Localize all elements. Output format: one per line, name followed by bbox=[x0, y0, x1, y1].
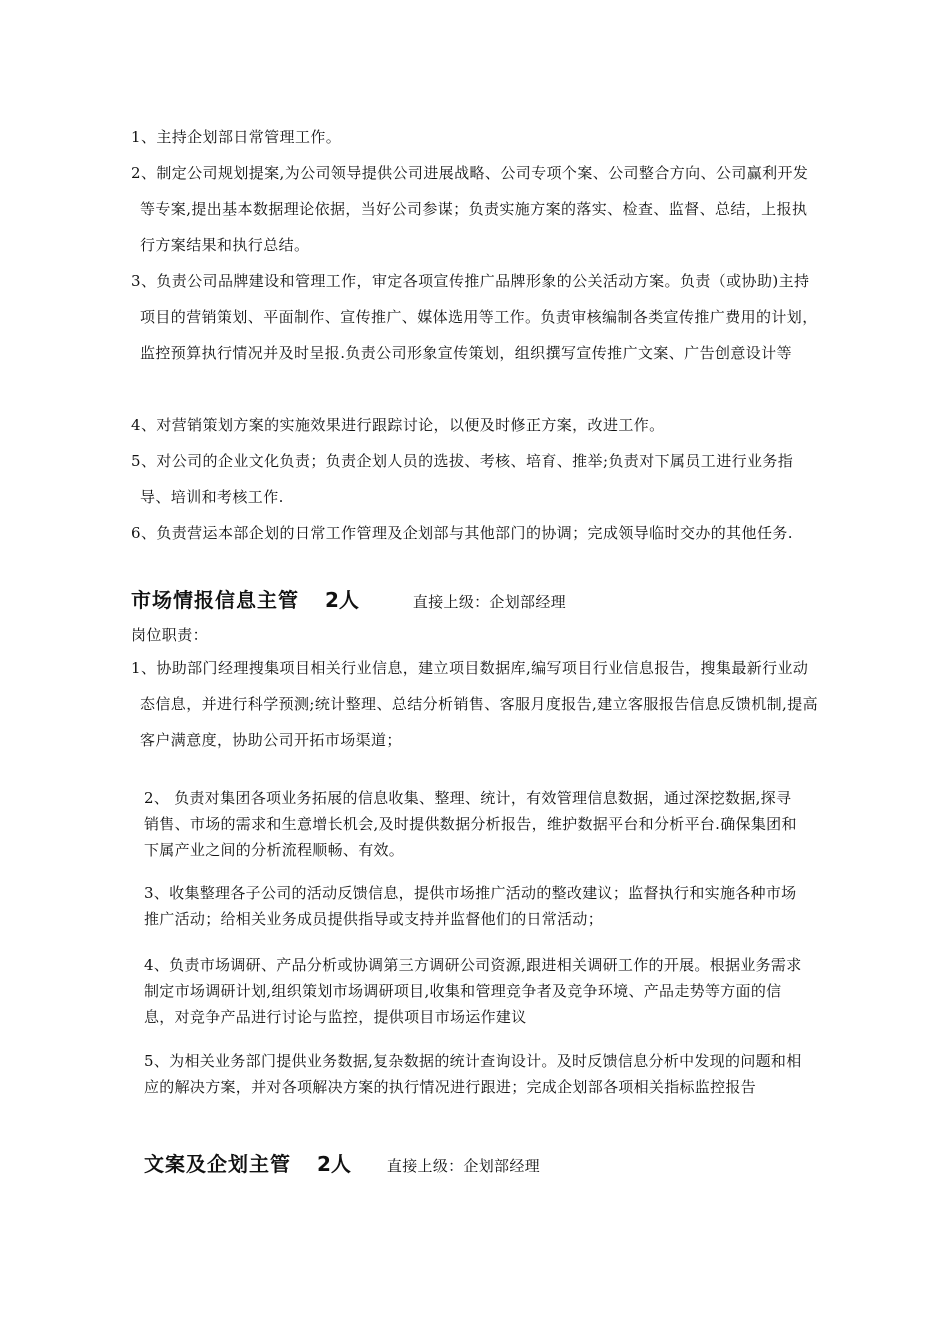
position-count: 2人 bbox=[325, 588, 359, 612]
position-duty-item-4: 4、负责市场调研、产品分析或协调第三方调研公司资源,跟进相关调研工作的开展。根据业务需求制定市场调研计划,组织策划市场调研项目,收集和管理竞争者及竞争环境、产品走势等方面的信息，对竞争产品进行讨论与监控，提供项目市场运作建议 bbox=[144, 956, 802, 1026]
duty-item-6: 6、负责营运本部企划的日常工作管理及企划部与其他部门的协调；完成领导临时交办的其他任务. bbox=[131, 524, 793, 542]
position-count: 2人 bbox=[317, 1152, 351, 1176]
supervisor-label: 直接上级：企划部经理 bbox=[412, 593, 566, 611]
position-heading bbox=[144, 1148, 540, 1177]
duty-item-4: 4、对营销策划方案的实施效果进行跟踪讨论，以便及时修正方案，改进工作。 bbox=[131, 416, 665, 434]
duty-item-5: 5、对公司的企业文化负责；负责企划人员的选拔、考核、培育、推举;负责对下属员工进行业务指导、培训和考核工作. bbox=[131, 452, 794, 506]
position-title: 文案及企划主管 bbox=[144, 1152, 291, 1176]
duties-label: 岗位职责： bbox=[131, 626, 209, 644]
supervisor-label: 直接上级：企划部经理 bbox=[386, 1157, 540, 1175]
duty-item-3: 3、负责公司品牌建设和管理工作，审定各项宣传推广品牌形象的公关活动方案。负责（或协助)主持项目的营销策划、平面制作、宣传推广、媒体选用等工作。负责审核编制各类宣传推广费用的计划，监控预算执行情况并及时呈报.负责公司形象宣传策划，组织撰写宣传推广文案、广告创意设计等 bbox=[131, 272, 818, 362]
position-title: 市场情报信息主管 bbox=[131, 588, 299, 612]
duty-item-2: 2、制定公司规划提案,为公司领导提供公司进展战略、公司专项个案、公司整合方向、公司赢利开发等专案,提出基本数据理论依据，当好公司参谋；负责实施方案的落实、检查、监督、总结，上报执行方案结果和执行总结。 bbox=[131, 164, 809, 254]
position-duty-item-3: 3、收集整理各子公司的活动反馈信息，提供市场推广活动的整改建议；监督执行和实施各种市场推广活动；给相关业务成员提供指导或支持并监督他们的日常活动； bbox=[144, 884, 797, 928]
position-heading bbox=[131, 584, 566, 613]
position-duty-item-5: 5、为相关业务部门提供业务数据,复杂数据的统计查询设计。及时反馈信息分析中发现的问题和相应的解决方案，并对各项解决方案的执行情况进行跟进；完成企划部各项相关指标监控报告 bbox=[144, 1052, 802, 1096]
position-duty-item-2: 2、 负责对集团各项业务拓展的信息收集、整理、统计，有效管理信息数据，通过深挖数据,探寻销售、市场的需求和生意增长机会,及时提供数据分析报告，维护数据平台和分析平台.确保集团和下属产业之间的分析流程顺畅、有效。 bbox=[144, 789, 797, 859]
position-duty-item-1: 1、协助部门经理搜集项目相关行业信息，建立项目数据库,编写项目行业信息报告，搜集最新行业动态信息，并进行科学预测;统计整理、总结分析销售、客服月度报告,建立客服报告信息反馈机制,提高客户满意度，协助公司开拓市场渠道； bbox=[131, 659, 818, 749]
duty-item-1: 1、主持企划部日常管理工作。 bbox=[131, 128, 342, 146]
